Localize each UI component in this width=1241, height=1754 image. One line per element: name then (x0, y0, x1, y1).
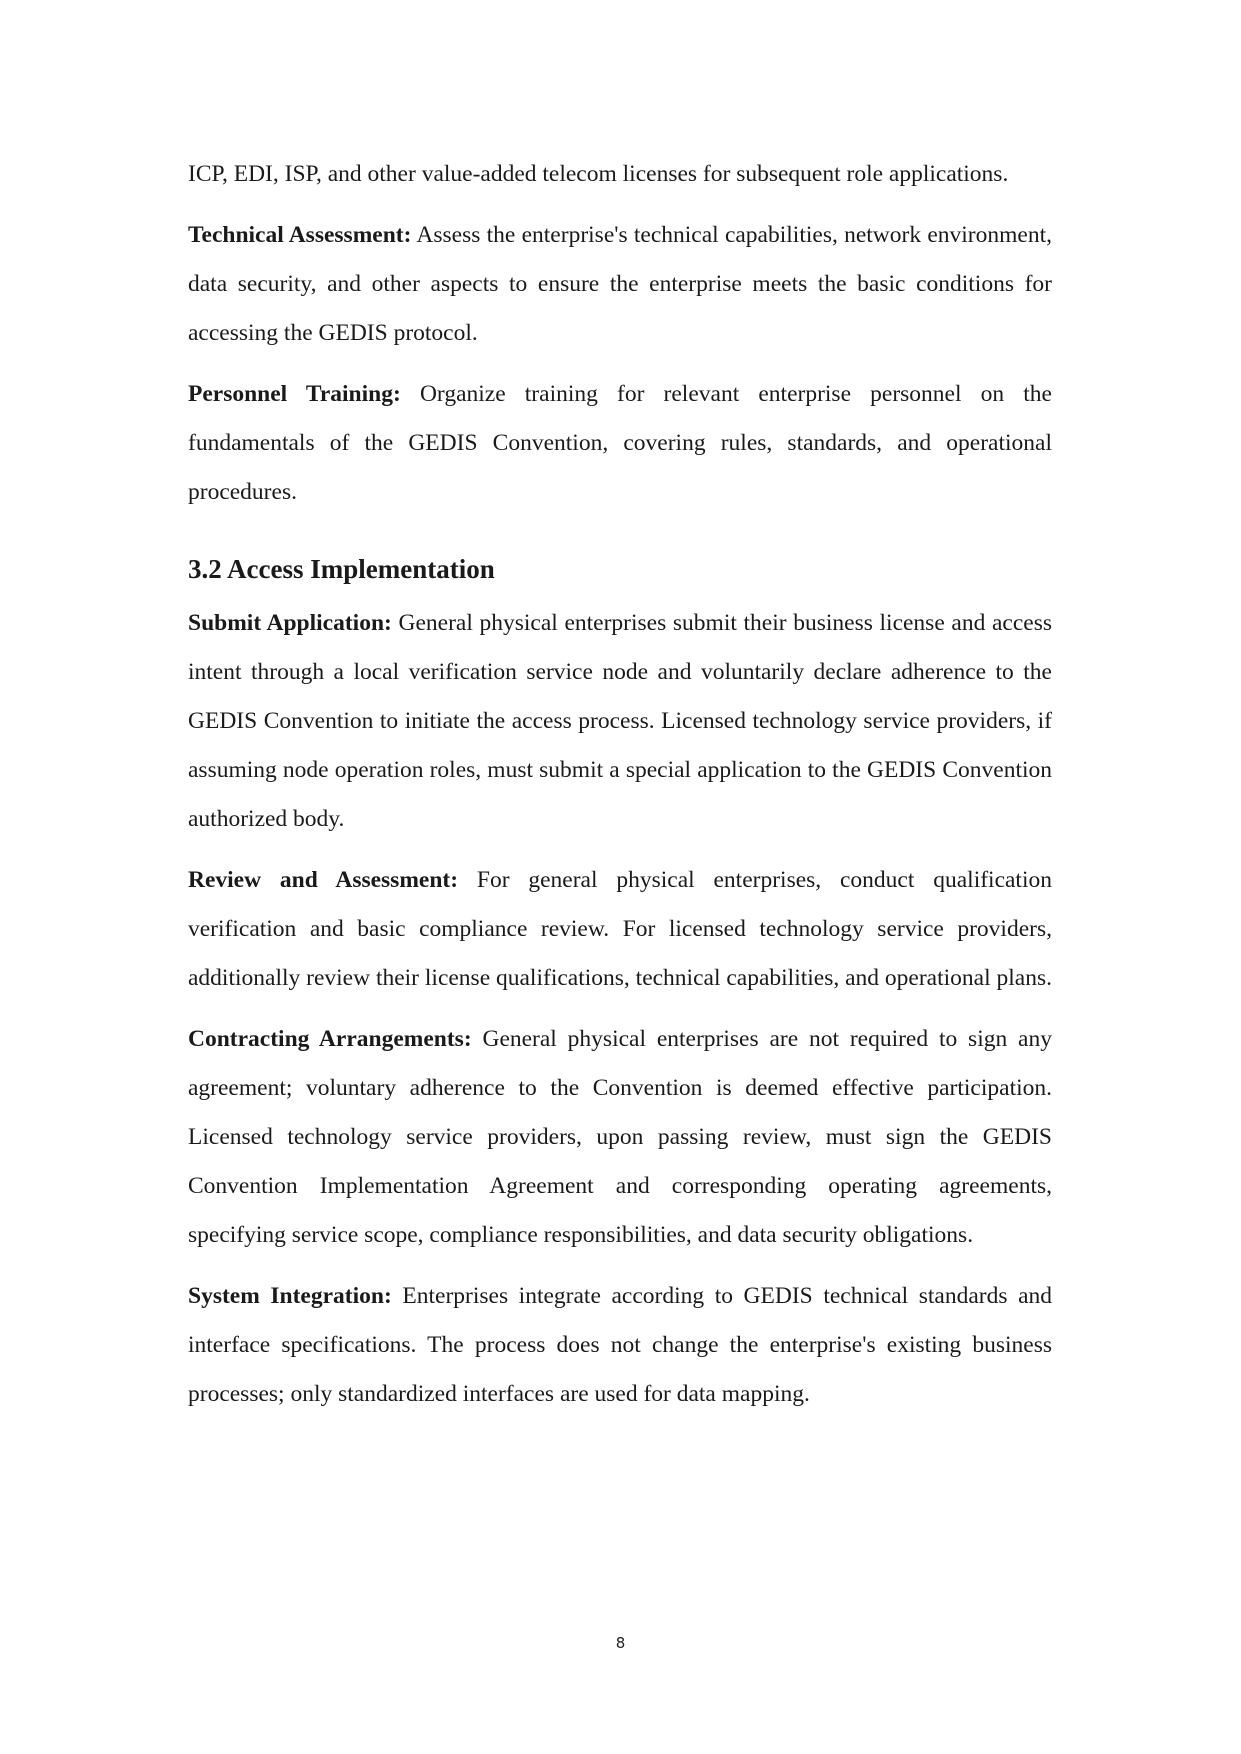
paragraph-review-assessment (188, 856, 1052, 1003)
paragraph-label: Technical Assessment: (188, 222, 412, 248)
paragraph-system-integration (188, 1272, 1052, 1419)
paragraph-technical-assessment (188, 211, 1052, 358)
paragraph-label: Submit Application: (188, 610, 392, 636)
paragraph-text: Enterprises integrate according to GEDIS technical standards and interface specifications. The process does not change the enterprise's existing business processes; only standardized interfaces are used for data mapping. (188, 1283, 1052, 1407)
page-body (188, 150, 1052, 1431)
paragraph-text: ICP, EDI, ISP, and other value-added telecom licenses for subsequent role applications. (188, 161, 1009, 187)
section-heading: 3.2 Access Implementation (188, 554, 495, 584)
paragraph-text: Assess the enterprise's technical capabilities, network environment, data security, and other aspects to ensure the enterprise meets the basic conditions for accessing the GEDIS protocol. (188, 222, 1052, 346)
paragraph-personnel-training (188, 370, 1052, 517)
paragraph-text: Organize training for relevant enterprise personnel on the fundamentals of the GEDIS Convention, covering rules, standards, and operational procedures. (188, 381, 1052, 505)
paragraph-contracting-arrangements (188, 1015, 1052, 1260)
paragraph-licenses (188, 150, 1052, 199)
paragraph-label: Review and Assessment: (188, 867, 459, 893)
paragraph-label: Contracting Arrangements: (188, 1026, 472, 1052)
paragraph-label: Personnel Training: (188, 381, 401, 407)
paragraph-text: For general physical enterprises, conduct qualification verification and basic compliance review. For licensed technology service providers, additionally review their license qualifications, technical capabilities, and operational plans. (188, 867, 1052, 991)
page-number: 8 (615, 1634, 626, 1652)
paragraph-submit-application (188, 599, 1052, 844)
paragraph-text: General physical enterprises are not required to sign any agreement; voluntary adherence to the Convention is deemed effective participation. Licensed technology service providers, upon passing review, must sign the GEDIS Convention Implementation Agreement and corresponding operating agreements, specifying service scope, compliance responsibilities, and data security obligations. (188, 1026, 1052, 1248)
paragraph-label: System Integration: (188, 1283, 392, 1309)
paragraph-text: General physical enterprises submit their business license and access intent through a local verification service node and voluntarily declare adherence to the GEDIS Convention to initiate the access process. Licensed technology service providers, if assuming node operation roles, must submit a special application to the GEDIS Convention authorized body. (188, 610, 1052, 832)
